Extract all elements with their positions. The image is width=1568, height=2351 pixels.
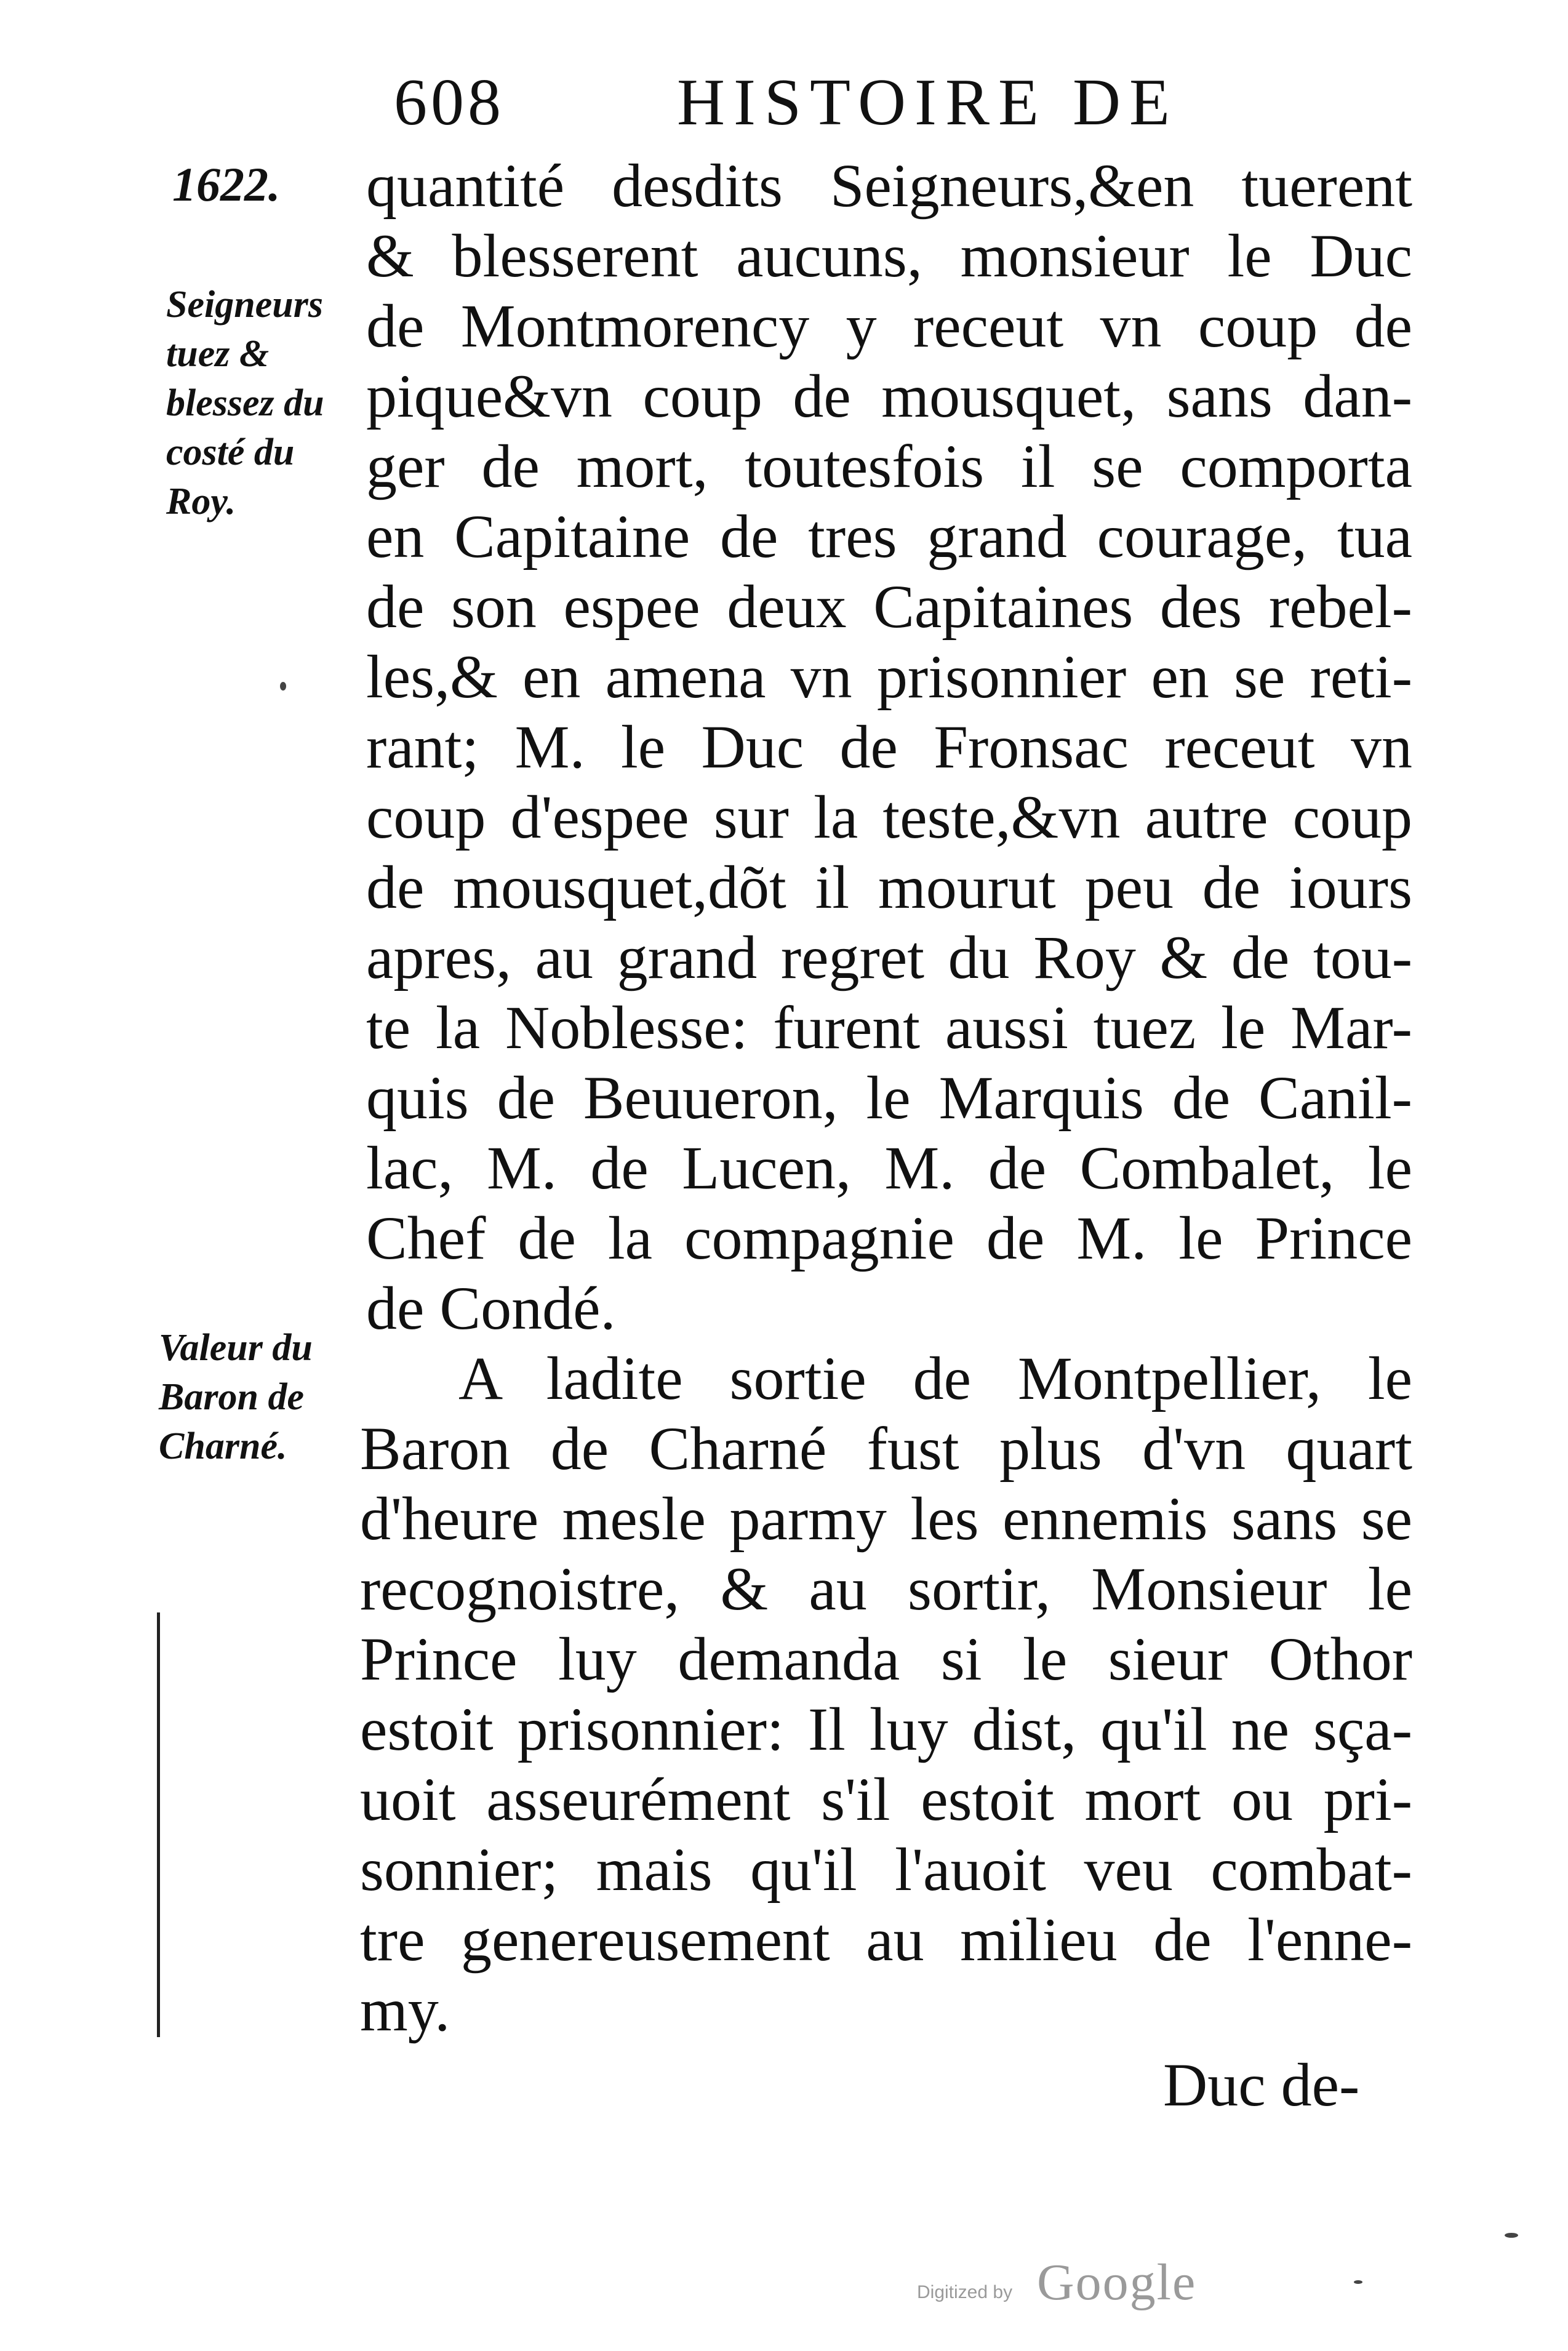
body-text: [360, 151, 1412, 2045]
margin-note-line: Baron de: [159, 1376, 304, 1418]
text-line: quantité desdits Seigneurs,&en tuerent: [366, 151, 1412, 220]
margin-note-line: blessez du: [166, 382, 324, 424]
google-logo: Google: [1037, 2254, 1197, 2311]
text-line: estoit prisonnier: Il luy dist, qu'il ne sça-: [360, 1695, 1412, 1763]
text-line: te la Noblesse: furent aussi tuez le Mar-: [366, 993, 1412, 1062]
text-line: Prince luy demanda si le sieur Othor: [360, 1625, 1412, 1693]
margin-note-line: Seigneurs: [166, 284, 323, 326]
text-line: d'heure mesle parmy les ennemis sans se: [360, 1484, 1412, 1553]
text-line: coup d'espee sur la teste,&vn autre coup: [366, 783, 1412, 851]
text-line: de Montmorency y receut vn coup de: [366, 292, 1412, 360]
text-line: uoit asseurément s'il estoit mort ou pri-: [360, 1765, 1412, 1833]
margin-note-line: Roy.: [166, 481, 236, 523]
text-line: Baron de Charné fust plus d'vn quart: [360, 1414, 1412, 1483]
text-line: recognoistre, & au sortir, Monsieur le: [360, 1555, 1412, 1623]
margin-year: 1622.: [172, 158, 281, 211]
ink-speck: [280, 682, 286, 691]
page-number: 608: [394, 66, 505, 139]
margin-note-seigneurs: [166, 280, 324, 526]
text-line: en Capitaine de tres grand courage, tua: [366, 502, 1412, 571]
text-line: my.: [360, 1976, 450, 2044]
text-line: apres, au grand regret du Roy & de tou-: [366, 923, 1412, 991]
ink-speck: [1354, 2280, 1362, 2284]
page-header: [394, 65, 1255, 145]
text-line: de mousquet,dõt il mourut peu de iours: [366, 853, 1412, 921]
ink-speck: [1505, 2233, 1518, 2238]
text-line: sonnier; mais qu'il l'auoit veu combat-: [360, 1835, 1412, 1904]
catchword: Duc de-: [1163, 2051, 1360, 2119]
margin-note-line: Valeur du: [159, 1327, 313, 1369]
margin-note-line: costé du: [166, 431, 295, 473]
text-line: ger de mort, toutesfois il se comporta: [366, 432, 1412, 500]
margin-note-line: tuez &: [166, 333, 270, 375]
paragraph-start: A ladite sortie de Montpellier, le: [458, 1344, 1412, 1412]
margin-note-line: Charné.: [159, 1425, 287, 1467]
text-line: lac, M. de Lucen, M. de Combalet, le: [366, 1134, 1412, 1202]
text-line: de son espee deux Capitaines des rebel-: [366, 572, 1412, 641]
text-line: rant; M. le Duc de Fronsac receut vn: [366, 713, 1412, 781]
text-line: de Condé.: [366, 1274, 616, 1342]
margin-rule: [157, 1612, 160, 2037]
text-line: les,& en amena vn prisonnier en se reti-: [366, 643, 1412, 711]
running-title: HISTOIRE DE: [677, 66, 1178, 139]
text-line: & blesserent aucuns, monsieur le Duc: [366, 222, 1412, 290]
text-line: pique&vn coup de mousquet, sans dan-: [366, 362, 1412, 430]
margin-note-valeur: [159, 1323, 313, 1471]
text-line: tre genereusement au milieu de l'enne-: [360, 1905, 1412, 1974]
watermark-prefix: Digitized by: [917, 2282, 1013, 2302]
text-line: quis de Beuueron, le Marquis de Canil-: [366, 1063, 1412, 1132]
digitized-watermark: [917, 2253, 1286, 2314]
text-line: Chef de la compagnie de M. le Prince: [366, 1204, 1412, 1272]
